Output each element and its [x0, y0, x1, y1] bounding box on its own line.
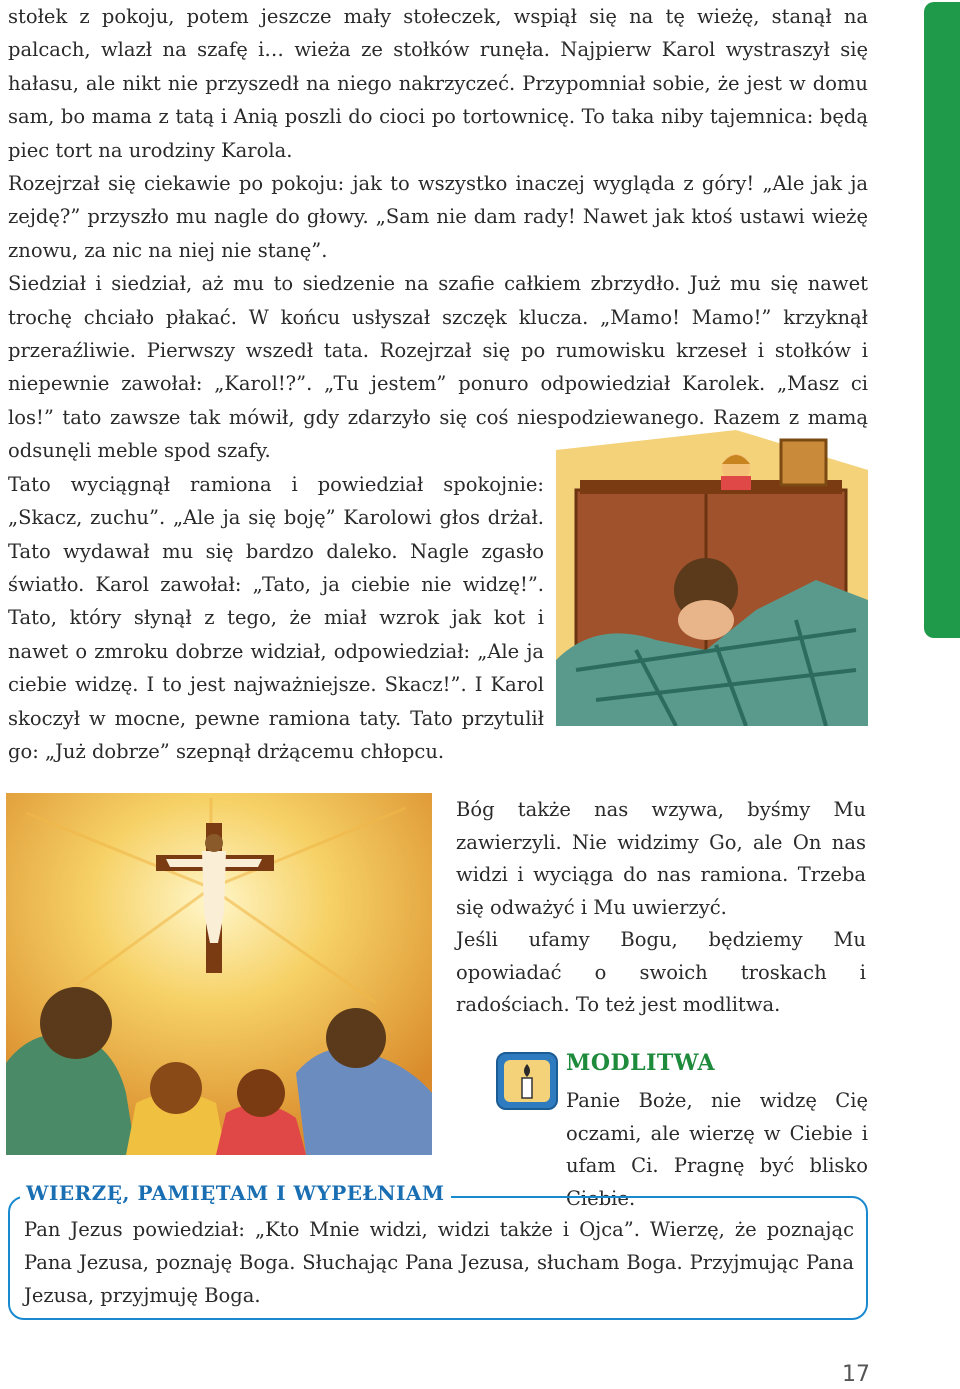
- story-paragraph: stołek z pokoju, potem jeszcze mały stołeczek, wspiął się na tę wieżę, stanął na palcach, wlazł na szafę i… wieża ze stołków runęła. Najpierw Karol wystraszył się hałasu, ale nikt nie przyszedł na niego nakrzyczeć. Przypomniał sobie, że jest w domu sam, bo mama z tatą i Anią poszli do cioci po tortownicę. To taka niby tajemnica: będą piec tort na urodziny Karola.: [8, 5, 868, 162]
- prayer-title: MODLITWA: [566, 1050, 716, 1076]
- reflection-paragraph: Jeśli ufamy Bogu, będziemy Mu opowiadać o swoich troskach i radościach. To też jest modlitwa.: [456, 928, 866, 1016]
- reflection-paragraph: Bóg także nas wzywa, byśmy Mu zawierzyli. Nie widzimy Go, ale On nas widzi i wyciąga do nas ramiona. Trzeba się odważyć i Mu uwierzyć.: [456, 798, 866, 919]
- prayer-body: Panie Boże, nie widzę Cię oczami, ale wierzę w Ciebie i ufam Ci. Pragnę być blisko Ciebie.: [566, 1089, 868, 1210]
- page-number: 17: [842, 1362, 870, 1387]
- chapter-tab: [924, 2, 960, 638]
- creed-heading: WIERZĘ, PAMIĘTAM I WYPEŁNIAM: [20, 1181, 451, 1205]
- prayer-illustration: [6, 793, 432, 1155]
- story-paragraph: Rozejrzał się ciekawie po pokoju: jak to wszystko inaczej wygląda z góry! „Ale jak ja zejdę?” przyszło mu nagle do głowy. „Sam nie dam rady! Nawet jak ktoś ustawi wieżę znowu, za nic na niej nie stanę”.: [8, 172, 868, 262]
- story-paragraph: Siedział i siedział, aż mu to siedzenie na szafie całkiem zbrzydło. Już mu się nawet trochę chciało płakać. W końcu usłyszał szczęk klucza. „Mamo! Mamo!” krzyknął przeraźliwie. Pierwszy wszedł tata. Rozejrzał się po rumowisku krzeseł i stołków i niepewnie zawołał: „Karol!?”. „Tu jestem” ponuro odpowiedział Karolek. „Masz ci los!” tato zawsze tak mówił, gdy zdarzyło się coś niespodziewanego. Razem z mamą odsunęli meble spod szafy.: [8, 272, 868, 463]
- wardrobe-illustration: [556, 430, 868, 726]
- creed-text: Pan Jezus powiedział: „Kto Mnie widzi, widzi także i Ojca”. Wierzę, że poznając Pana Jezusa, poznaję Boga. Słuchając Pana Jezusa, słucham Boga. Przyjmując Pana Jezusa, przyjmuję Boga.: [24, 1218, 854, 1307]
- story-paragraph: Tato wyciągnął ramiona i powiedział spokojnie: „Skacz, zuchu”. „Ale ja się boję” Karolowi głos drżał. Tato wydawał mu się bardzo daleko. Nagle zgasło światło. Karol zawołał: „Tato, ja ciebie nie widzę!”. Tato, który słynął z tego, że miał wzrok jak kot i nawet o zmroku dobrze widział, odpowiedział: „Ale ja ciebie widzę. I to jest najważniejsze. Skacz!”. I Karol skoczył w mocne, pewne ramiona taty. Tato przytulił go: „Już dobrze” szepnął drżącemu chłopcu.: [8, 472, 544, 763]
- reflection-text: [456, 794, 866, 1022]
